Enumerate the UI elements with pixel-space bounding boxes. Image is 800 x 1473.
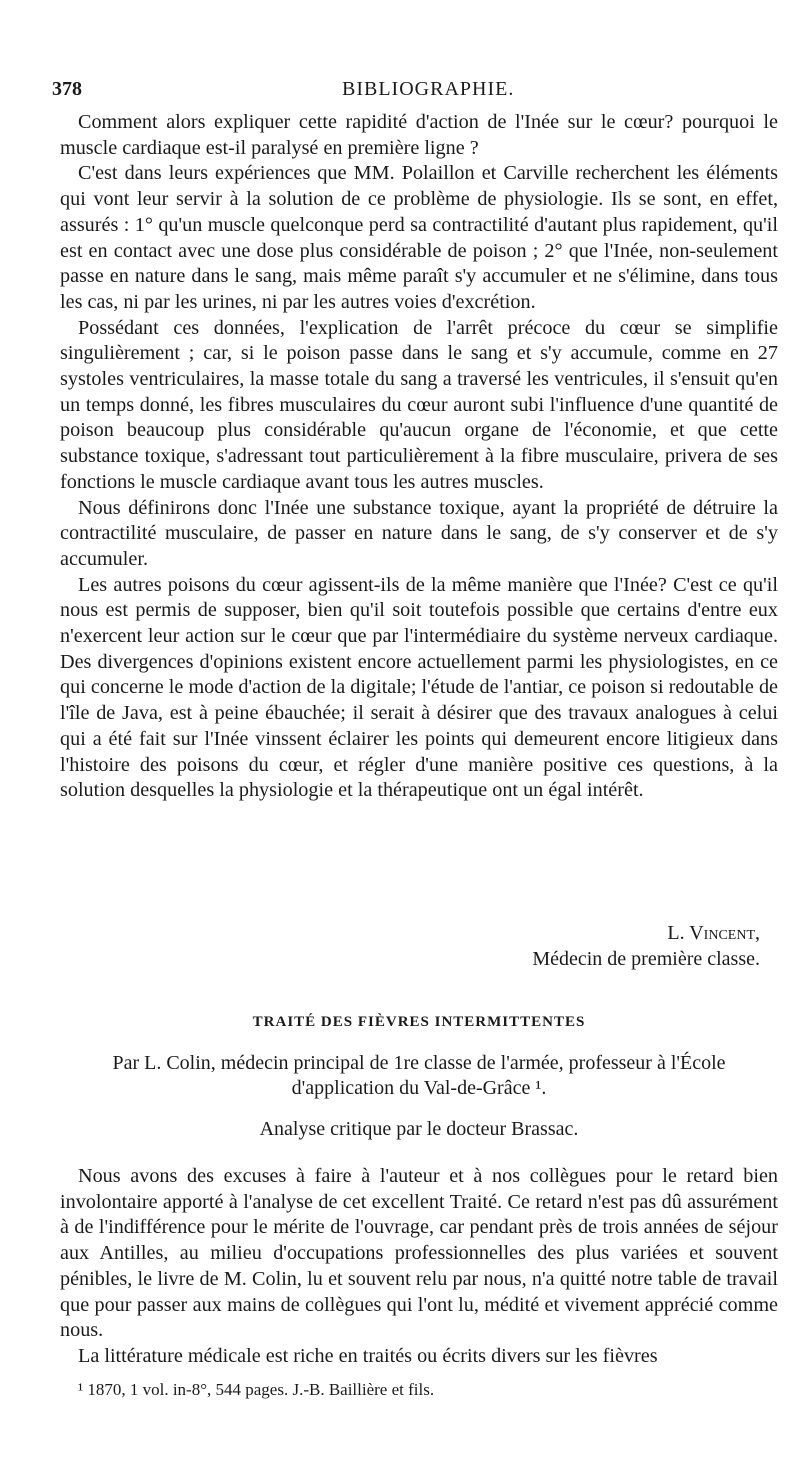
paragraph: Les autres poisons du cœur agissent-ils de la même manière que l'Inée? C'est ce qu'il nous est permis de supposer, bien qu'il soit toutefois possible que certains d'entre eux n'exercent leur action sur le cœur que par l'intermédiaire du système nerveux cardiaque. Des divergences d'opinions existent encore actuellement parmi les physiologistes, en ce qui concerne le mode d'action de la digitale; l'étude de l'antiar, ce poison si redoutable de l'île de Java, est à peine ébauchée; il serait à désirer que des travaux analogues à celui qui a été fait sur l'Inée vinssent éclairer les points qui demeurent encore litigieux dans l'histoire des poisons du cœur, et régler d'une manière positive ces questions, à la solution desquelles la physiologie et la thérapeutique ont un égal intérêt. [60,573,778,802]
paragraph: Nous définirons donc l'Inée une substance toxique, ayant la propriété de détruire la contractilité musculaire, de passer en nature dans le sang, de s'y conserver et de s'y accumuler. [60,496,778,570]
byline-line: Par L. Colin, médecin principal de 1re classe de l'armée, professeur à l'École [112,1052,726,1074]
page-number: 378 [52,78,82,100]
running-title: BIBLIOGRAPHIE. [342,78,515,100]
signature-name: L. Vincent, [667,922,760,944]
article-body [60,110,778,804]
paragraph: Possédant ces données, l'explication de l'arrêt précoce du cœur se simplifie singulièrement ; car, si le poison passe dans le sang et s'y accumule, comme en 27 systoles ventriculaires, la masse totale du sang a traversé les ventricules, il s'ensuit qu'en un temps donné, les fibres musculaires du cœur auront subi l'influence d'une quantité de poison beaucoup plus considérable qu'aucun organe de l'économie, et que cette substance toxique, s'adressant tout particulièrement à la fibre musculaire, privera de ses fonctions le muscle cardiaque avant tous les autres muscles. [60,316,778,493]
byline-line: d'application du Val-de-Grâce ¹. [291,1077,547,1099]
analysis-credit: Analyse critique par le docteur Brassac. [259,1118,579,1140]
section-title: TRAITÉ DES FIÈVRES INTERMITTENTES [252,1014,586,1030]
paragraph: Comment alors expliquer cette rapidité d'action de l'Inée sur le cœur? pourquoi le muscle cardiaque est-il paralysé en première ligne ? [60,111,778,159]
page-header [52,78,752,106]
paragraph: Nous avons des excuses à faire à l'auteur et à nos collègues pour le retard bien involontaire apporté à l'analyse de cet excellent Traité. Ce retard n'est pas dû assurément à de l'indifférence pour le mérite de l'ouvrage, car pendant près de trois années de séjour aux Antilles, au milieu d'occupations professionnelles des plus variées et souvent pénibles, le livre de M. Colin, lu et souvent relu par nous, n'a quitté notre table de travail que pour passer aux mains de collègues qui l'ont lu, médité et vivement apprécié comme nous. [60,1165,778,1342]
footnote: ¹ 1870, 1 vol. in-8°, 544 pages. J.-B. Baillière et fils. [78,1380,435,1399]
paragraph: C'est dans leurs expériences que MM. Polaillon et Carville recherchent les éléments qui vont leur servir à la solution de ce problème de physiologie. Ils se sont, en effet, assurés : 1° qu'un muscle quelconque perd sa contractilité d'autant plus rapidement, qu'il est en contact avec une dose plus considérable de poison ; 2° que l'Inée, non-seulement passe en nature dans le sang, mais même paraît s'y accumuler et ne s'élimine, dans tous les cas, ni par les urines, ni par les autres voies d'excrétion. [60,162,778,313]
signature-title: Médecin de première classe. [532,948,760,970]
byline [60,1051,778,1101]
paragraph: La littérature médicale est riche en traités ou écrits divers sur les fièvres [78,1344,658,1367]
review-body [60,1164,778,1370]
